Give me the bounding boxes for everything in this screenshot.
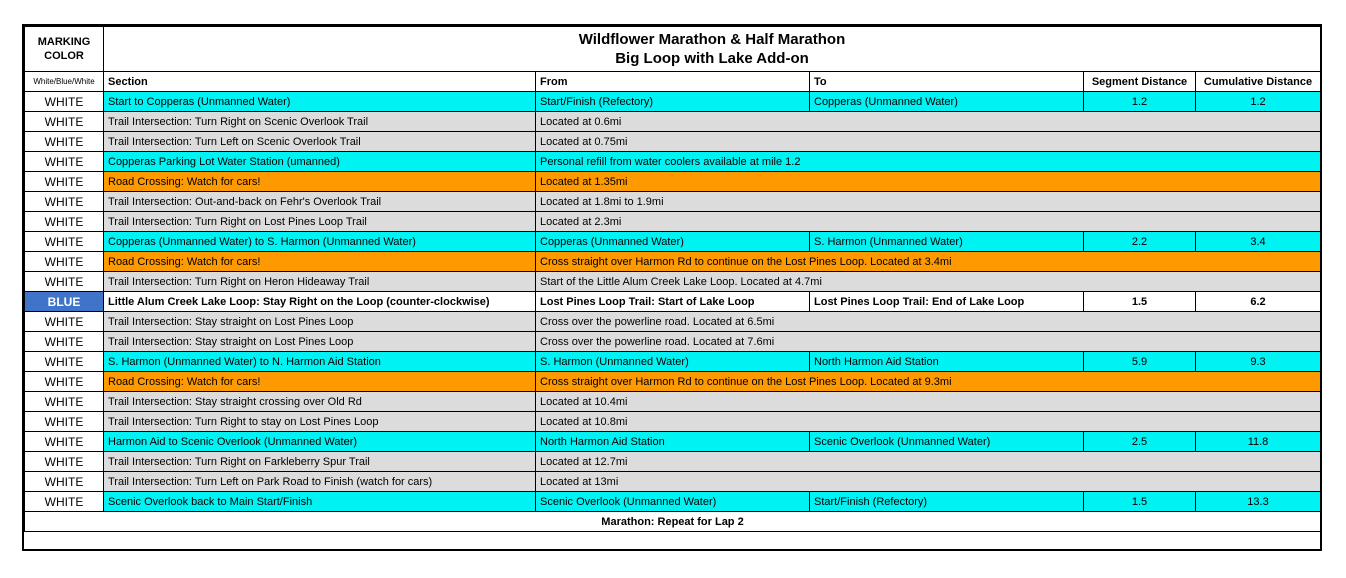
marking-color-cell: WHITE — [25, 312, 104, 332]
cumulative-distance-cell: 13.3 — [1196, 492, 1321, 512]
note-cell: Located at 2.3mi — [536, 212, 1321, 232]
table-row — [25, 452, 1321, 472]
marking-color-cell: WHITE — [25, 192, 104, 212]
marking-color-cell: WHITE — [25, 112, 104, 132]
marking-color-cell: WHITE — [25, 352, 104, 372]
footer-row — [25, 512, 1321, 532]
table-row — [25, 392, 1321, 412]
note-cell: Cross straight over Harmon Rd to continue on the Lost Pines Loop. Located at 9.3mi — [536, 372, 1321, 392]
course-table — [24, 26, 1321, 532]
marking-color-cell: WHITE — [25, 212, 104, 232]
to-cell: Lost Pines Loop Trail: End of Lake Loop — [810, 292, 1084, 312]
segment-distance-cell: 1.5 — [1084, 292, 1196, 312]
section-cell: Trail Intersection: Turn Right on Lost Pines Loop Trail — [104, 212, 536, 232]
segment-distance-cell: 5.9 — [1084, 352, 1196, 372]
marking-color-cell: BLUE — [25, 292, 104, 312]
section-cell: Trail Intersection: Stay straight on Lost Pines Loop — [104, 332, 536, 352]
marking-color-cell: WHITE — [25, 132, 104, 152]
section-cell: Copperas (Unmanned Water) to S. Harmon (Unmanned Water) — [104, 232, 536, 252]
from-cell: Lost Pines Loop Trail: Start of Lake Loop — [536, 292, 810, 312]
cumulative-distance-cell: 6.2 — [1196, 292, 1321, 312]
section-cell: Trail Intersection: Turn Left on Scenic Overlook Trail — [104, 132, 536, 152]
from-cell: Scenic Overlook (Unmanned Water) — [536, 492, 810, 512]
col-to-header: To — [810, 72, 1084, 92]
note-cell: Located at 0.75mi — [536, 132, 1321, 152]
to-cell: S. Harmon (Unmanned Water) — [810, 232, 1084, 252]
table-row — [25, 112, 1321, 132]
table-row — [25, 372, 1321, 392]
table-row — [25, 312, 1321, 332]
note-cell: Located at 10.8mi — [536, 412, 1321, 432]
note-cell: Cross over the powerline road. Located at 7.6mi — [536, 332, 1321, 352]
col-from-header: From — [536, 72, 810, 92]
table-row — [25, 472, 1321, 492]
to-cell: Scenic Overlook (Unmanned Water) — [810, 432, 1084, 452]
marking-color-label: MARKING COLOR — [37, 36, 91, 62]
section-cell: Road Crossing: Watch for cars! — [104, 252, 536, 272]
note-cell: Located at 1.35mi — [536, 172, 1321, 192]
footer-note: Marathon: Repeat for Lap 2 — [25, 512, 1321, 532]
table-row — [25, 172, 1321, 192]
table-row — [25, 352, 1321, 372]
table-row — [25, 132, 1321, 152]
marking-color-cell: WHITE — [25, 252, 104, 272]
segment-distance-cell: 2.2 — [1084, 232, 1196, 252]
marking-color-cell: WHITE — [25, 232, 104, 252]
marking-color-cell: WHITE — [25, 152, 104, 172]
section-cell: Road Crossing: Watch for cars! — [104, 372, 536, 392]
table-row — [25, 272, 1321, 292]
marking-color-cell: WHITE — [25, 472, 104, 492]
note-cell: Start of the Little Alum Creek Lake Loop. Located at 4.7mi — [536, 272, 1321, 292]
marking-color-cell: WHITE — [25, 172, 104, 192]
section-cell: Little Alum Creek Lake Loop: Stay Right on the Loop (counter-clockwise) — [104, 292, 536, 312]
note-cell: Located at 10.4mi — [536, 392, 1321, 412]
section-cell: S. Harmon (Unmanned Water) to N. Harmon Aid Station — [104, 352, 536, 372]
col-section-header: Section — [104, 72, 536, 92]
section-cell: Trail Intersection: Turn Right on Scenic Overlook Trail — [104, 112, 536, 132]
sheet-title — [104, 27, 1321, 72]
table-row — [25, 192, 1321, 212]
marking-color-cell: WHITE — [25, 392, 104, 412]
section-cell: Trail Intersection: Out-and-back on Fehr's Overlook Trail — [104, 192, 536, 212]
note-cell: Located at 1.8mi to 1.9mi — [536, 192, 1321, 212]
section-cell: Start to Copperas (Unmanned Water) — [104, 92, 536, 112]
cumulative-distance-cell: 1.2 — [1196, 92, 1321, 112]
section-cell: Trail Intersection: Stay straight on Lost Pines Loop — [104, 312, 536, 332]
table-row — [25, 252, 1321, 272]
marking-color-cell: WHITE — [25, 372, 104, 392]
note-cell: Personal refill from water coolers available at mile 1.2 — [536, 152, 1321, 172]
col-segment-header: Segment Distance — [1084, 72, 1196, 92]
note-cell: Located at 13mi — [536, 472, 1321, 492]
table-row — [25, 332, 1321, 352]
note-cell: Cross straight over Harmon Rd to continue on the Lost Pines Loop. Located at 3.4mi — [536, 252, 1321, 272]
table-row — [25, 492, 1321, 512]
to-cell: North Harmon Aid Station — [810, 352, 1084, 372]
table-row — [25, 412, 1321, 432]
from-cell: North Harmon Aid Station — [536, 432, 810, 452]
table-row — [25, 232, 1321, 252]
from-cell: Start/Finish (Refectory) — [536, 92, 810, 112]
section-cell: Trail Intersection: Stay straight crossing over Old Rd — [104, 392, 536, 412]
marking-color-cell: WHITE — [25, 432, 104, 452]
marking-color-cell: WHITE — [25, 92, 104, 112]
segment-distance-cell: 1.2 — [1084, 92, 1196, 112]
section-cell: Trail Intersection: Turn Right on Heron Hideaway Trail — [104, 272, 536, 292]
marking-color-header — [25, 27, 104, 72]
table-row — [25, 152, 1321, 172]
col-cumulative-header: Cumulative Distance — [1196, 72, 1321, 92]
note-cell: Cross over the powerline road. Located at 6.5mi — [536, 312, 1321, 332]
note-cell: Located at 0.6mi — [536, 112, 1321, 132]
marking-color-cell: WHITE — [25, 452, 104, 472]
section-cell: Trail Intersection: Turn Left on Park Road to Finish (watch for cars) — [104, 472, 536, 492]
color-sequence: White/Blue/White — [25, 72, 104, 92]
note-cell: Located at 12.7mi — [536, 452, 1321, 472]
section-cell: Scenic Overlook back to Main Start/Finish — [104, 492, 536, 512]
column-header-row — [25, 72, 1321, 92]
title-line-2: Big Loop with Lake Add-on — [615, 50, 809, 67]
from-cell: Copperas (Unmanned Water) — [536, 232, 810, 252]
cumulative-distance-cell: 3.4 — [1196, 232, 1321, 252]
table-row — [25, 432, 1321, 452]
section-cell: Copperas Parking Lot Water Station (umanned) — [104, 152, 536, 172]
cumulative-distance-cell: 11.8 — [1196, 432, 1321, 452]
title-line-1: Wildflower Marathon & Half Marathon — [578, 31, 846, 48]
table-row — [25, 212, 1321, 232]
course-sheet — [22, 24, 1322, 551]
from-cell: S. Harmon (Unmanned Water) — [536, 352, 810, 372]
marking-color-cell: WHITE — [25, 412, 104, 432]
marking-color-cell: WHITE — [25, 492, 104, 512]
section-cell: Trail Intersection: Turn Right on Farkleberry Spur Trail — [104, 452, 536, 472]
table-row — [25, 292, 1321, 312]
cumulative-distance-cell: 9.3 — [1196, 352, 1321, 372]
section-cell: Harmon Aid to Scenic Overlook (Unmanned Water) — [104, 432, 536, 452]
segment-distance-cell: 2.5 — [1084, 432, 1196, 452]
table-row — [25, 92, 1321, 112]
to-cell: Start/Finish (Refectory) — [810, 492, 1084, 512]
to-cell: Copperas (Unmanned Water) — [810, 92, 1084, 112]
marking-color-cell: WHITE — [25, 272, 104, 292]
section-cell: Road Crossing: Watch for cars! — [104, 172, 536, 192]
section-cell: Trail Intersection: Turn Right to stay on Lost Pines Loop — [104, 412, 536, 432]
segment-distance-cell: 1.5 — [1084, 492, 1196, 512]
marking-color-cell: WHITE — [25, 332, 104, 352]
